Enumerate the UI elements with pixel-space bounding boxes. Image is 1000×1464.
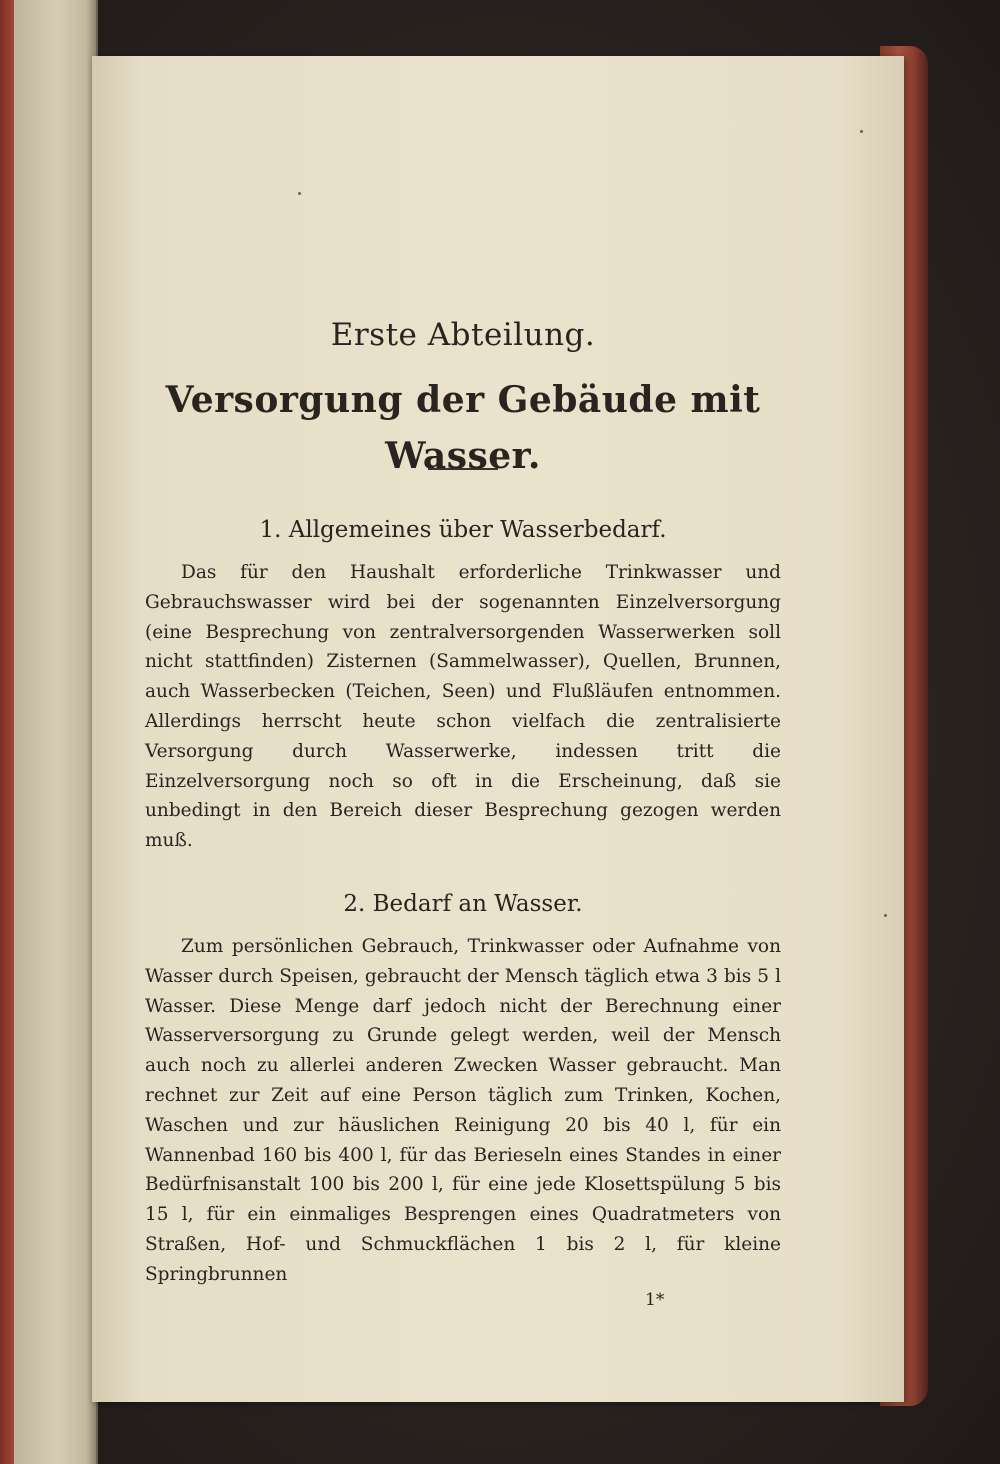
page-text xyxy=(145,310,781,1290)
part-title: Erste Abteilung. xyxy=(330,317,596,353)
section-paragraph: Zum persönlichen Gebrauch, Trinkwasser oder Aufnahme von Wasser durch Speisen, gebraucht der Mensch täglich etwa 3 bis 5 l Wasser. Diese Menge darf jedoch nicht der Berechnung einer Wasserversorgung zu Grunde gelegt werden, weil der Mensch auch noch zu allerlei anderen Zwecken Wasser gebraucht. Man rechnet zur Zeit auf eine Person täglich zum Trinken, Kochen, Waschen und zur häuslichen Reinigung 20 bis 40 l, für ein Wannenbad 160 bis 400 l, für das Berieseln eines Standes in einer Bedürfnisanstalt 100 bis 200 l, für eine jede Klosettspülung 5 bis 15 l, für ein einmaliges Besprengen eines Quadratmeters von Straßen, Hof- und Schmuckflächen 1 bis 2 l, für kleine Springbrunnen xyxy=(145,935,781,1285)
part-subtitle: Versorgung der Gebäude mit Wasser. xyxy=(165,379,761,477)
paper-speck xyxy=(860,130,863,133)
section-heading: 1. Allgemeines über Wasserbedarf. xyxy=(259,517,667,543)
left-cover-edge xyxy=(0,0,14,1464)
facing-page-edge xyxy=(0,0,98,1464)
section-heading: 2. Bedarf an Wasser. xyxy=(343,890,583,917)
paper-speck xyxy=(298,192,301,195)
section-paragraph: Das für den Haushalt erforderliche Trinkwasser und Gebrauchswasser wird bei der sogenannten Einzelversorgung (eine Besprechung von zentralversorgenden Wasserwerken soll nicht stattfinden) Zisternen (Sammelwasser), Quellen, Brunnen, auch Wasserbecken (Teichen, Seen) und Flußläufen entnommen. Allerdings herrscht heute schon vielfach die zentralisierte Versorgung durch Wasserwerke, indessen tritt die Einzelversorgung noch so oft in die Erscheinung, daß sie unbedingt in den Bereich dieser Besprechung gezogen werden muß. xyxy=(145,562,781,852)
signature-mark: 1* xyxy=(645,1290,665,1310)
paper-speck xyxy=(884,914,887,917)
